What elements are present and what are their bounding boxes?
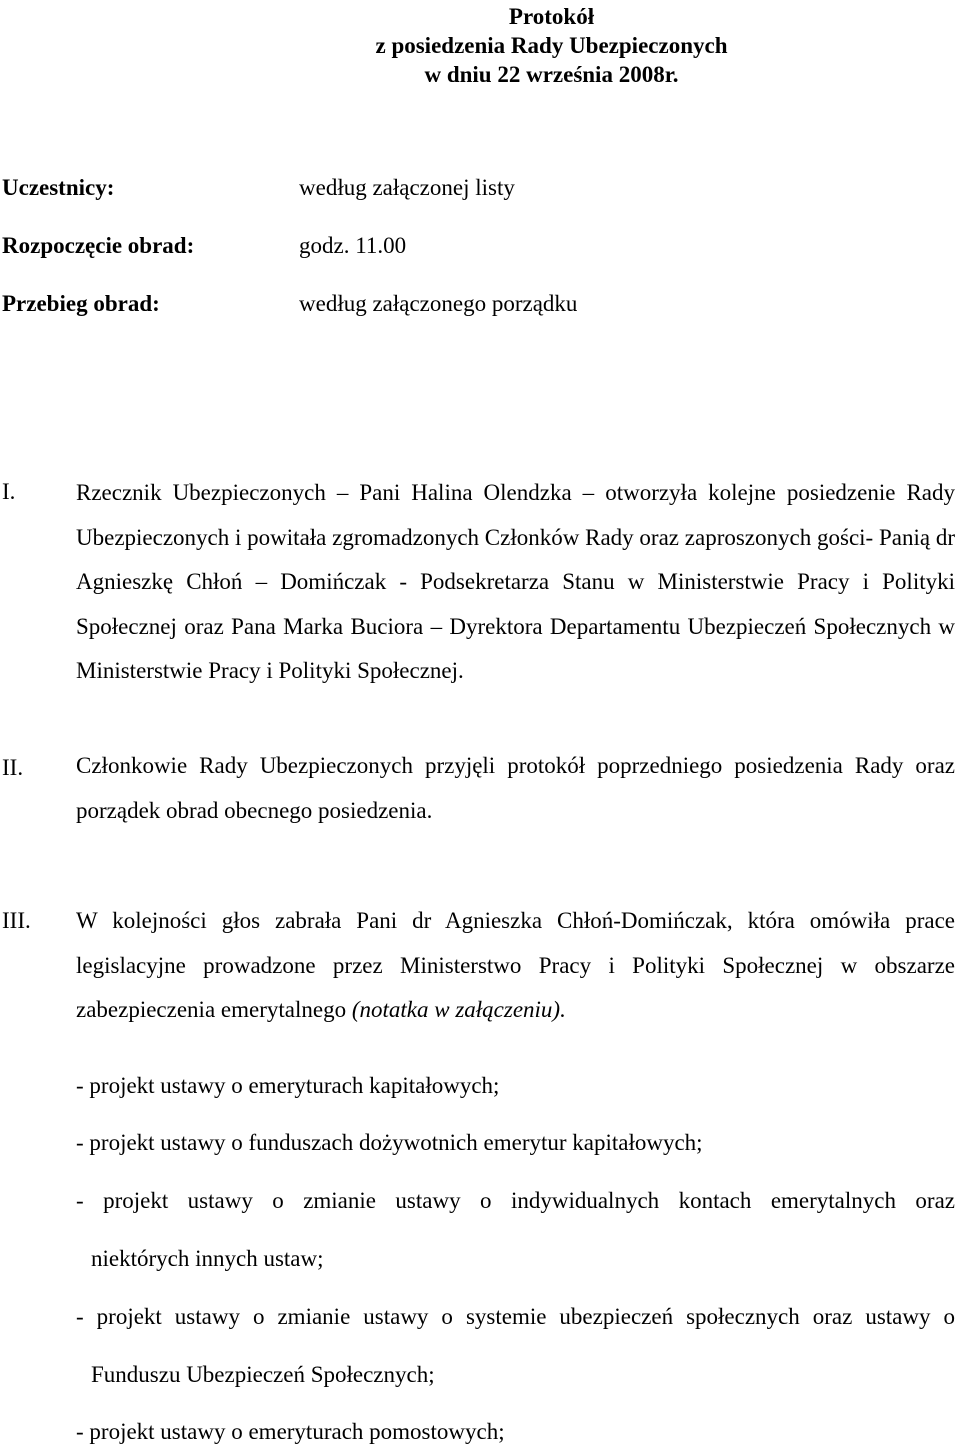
- list-item-4-line-1: - projekt ustawy o zmianie ustawy o systemie ubezpieczeń społecznych oraz ustawy o: [76, 1304, 955, 1329]
- section-2-numeral: II.: [2, 755, 24, 780]
- document-title-line-1: Protokół: [508, 4, 595, 29]
- document-title-line-3: w dniu 22 września 2008r.: [424, 62, 679, 87]
- list-item-5: - projekt ustawy o emeryturach pomostowych;: [76, 1419, 505, 1444]
- list-item-3-line-2: niektórych innych ustaw;: [91, 1246, 324, 1271]
- section-1-text: Rzecznik Ubezpieczonych – Pani Halina Olendzka – otworzyła kolejne posiedzenie Rady Ubezpieczonych i powitała zgromadzonych Członków Rady oraz zaproszonych gości- Panią dr Agnieszkę Chłoń – Domińczak - Podsekretarza Stanu w Ministerstwie Pracy i Polityki Społecznej oraz Pana Marka Buciora – Dyrektora Departamentu Ubezpieczeń Społecznych w Ministerstwie Pracy i Polityki Społecznej.: [76, 480, 955, 683]
- section-3-paragraph: [76, 899, 955, 1033]
- document-title-line-2: z posiedzenia Rady Ubezpieczonych: [375, 33, 728, 58]
- participants-value: według załączonej listy: [299, 175, 515, 200]
- participants-label: Uczestnicy:: [2, 175, 115, 200]
- list-item-1: - projekt ustawy o emeryturach kapitałowych;: [76, 1073, 500, 1098]
- section-1-numeral: I.: [2, 479, 16, 504]
- start-time-value: godz. 11.00: [299, 233, 407, 258]
- section-3-numeral: III.: [2, 908, 31, 933]
- agenda-value: według załączonego porządku: [299, 291, 578, 316]
- section-2-text: Członkowie Rady Ubezpieczonych przyjęli protokół poprzedniego posiedzenia Rady oraz porządek obrad obecnego posiedzenia.: [76, 753, 955, 823]
- start-time-label: Rozpoczęcie obrad:: [2, 233, 195, 258]
- list-item-2: - projekt ustawy o funduszach dożywotnich emerytur kapitałowych;: [76, 1130, 703, 1155]
- section-3-text: W kolejności głos zabrała Pani dr Agnieszka Chłoń-Domińczak, która omówiła prace legislacyjne prowadzone przez Ministerstwo Pracy i Polityki Społecznej w obszarze zabezpieczenia emerytalnego: [76, 908, 955, 1022]
- section-3-note: (notatka w załączeniu).: [351, 997, 566, 1022]
- list-item-3-line-1: - projekt ustawy o zmianie ustawy o indywidualnych kontach emerytalnych oraz: [76, 1188, 955, 1213]
- agenda-label: Przebieg obrad:: [2, 291, 160, 316]
- list-item-4-line-2: Funduszu Ubezpieczeń Społecznych;: [91, 1362, 435, 1387]
